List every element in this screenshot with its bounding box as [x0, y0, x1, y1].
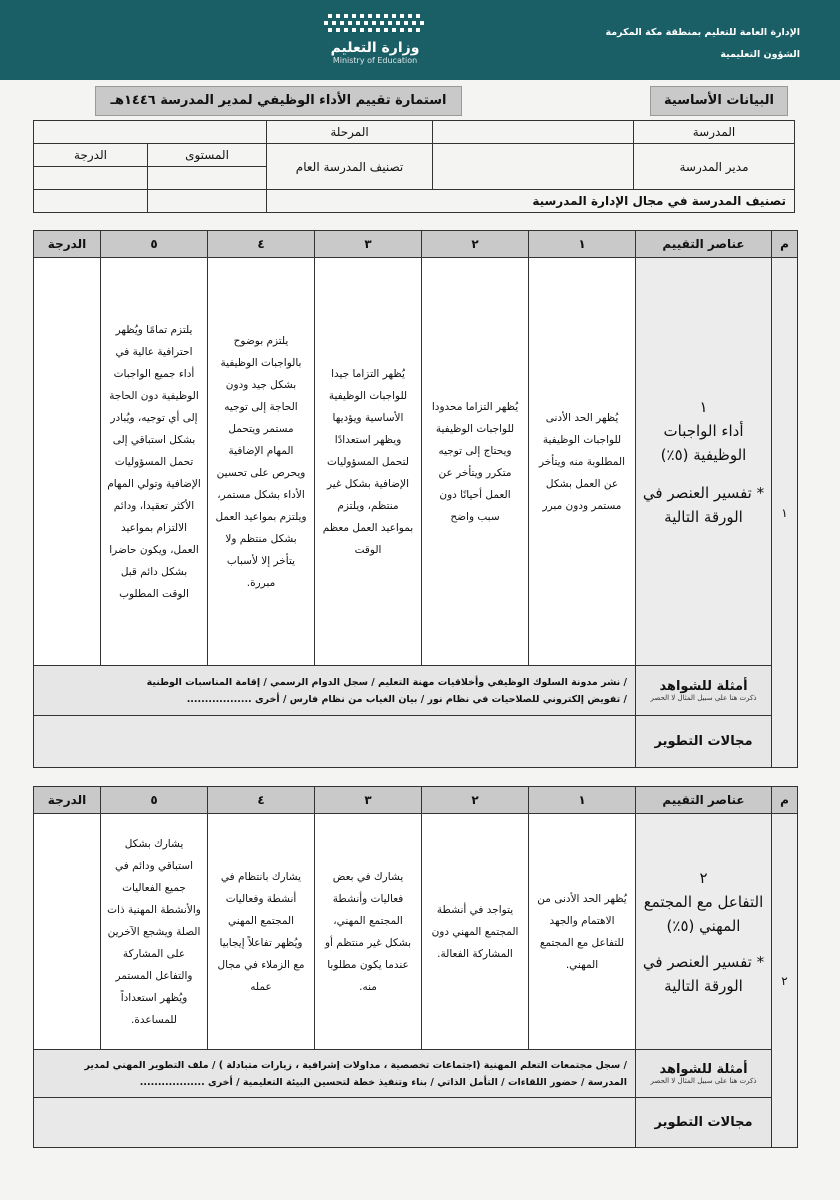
level-field[interactable] — [148, 167, 267, 190]
grade-field[interactable] — [34, 167, 148, 190]
header-banner — [0, 0, 840, 80]
evaluation-table-1 — [33, 230, 798, 768]
level-5-description: يشارك بشكل استباقي ودائم في جميع الفعاليات والأنشطة المهنية ذات الصلة ويشجع الآخرين على المشاركة والتفاعل المستمر ويُظهر استعداداً للمساعدة. — [101, 814, 208, 1050]
element-title: أداء الواجبات الوظيفية (٥٪) — [660, 421, 747, 464]
level-2-description: يتواجد في أنشطة المجتمع المهني دون المشاركة الفعالة. — [422, 814, 529, 1050]
level-2-description: يُظهر التزاما محدودا للواجبات الوظيفية ويحتاج إلى توجيه متكرر ويتأخر عن العمل أحيانًا دون سبب واضح — [422, 258, 529, 666]
element-cell — [636, 814, 772, 1050]
evidence-note: ذكرت هنا على سبيل المثال لا الحصر — [650, 694, 757, 702]
evidence-label: أمثلة للشواهد — [659, 1062, 748, 1077]
evidence-line-2: / تفويض إلكتروني للصلاحيات في نظام نور / بيان الغياب من نظام فارس / أخرى .................. — [186, 693, 627, 705]
admin-grade-field[interactable] — [34, 190, 148, 213]
element-cell — [636, 258, 772, 666]
evidence-examples — [34, 666, 636, 716]
header-level-4: ٤ — [208, 231, 315, 258]
header-m: م — [772, 231, 798, 258]
header-elements: عناصر التقييم — [636, 787, 772, 814]
principal-field[interactable] — [433, 144, 634, 190]
evidence-line-1: / سجل مجتمعات التعلم المهنية (اجتماعات تخصصية ، مداولات إشرافية ، زيارات متبادلة ) / ملف التطوير المهني لمدير — [84, 1059, 627, 1071]
evidence-label-cell — [636, 1050, 772, 1098]
evidence-label-cell — [636, 666, 772, 716]
evaluation-table-2 — [33, 786, 798, 1148]
form-title: استمارة تقييم الأداء الوظيفي لمدير المدرسة ١٤٤٦هـ — [95, 86, 462, 116]
school-label: المدرسة — [634, 121, 795, 144]
ministry-logo — [310, 12, 440, 72]
ministry-dots-icon — [320, 12, 430, 34]
level-label: المستوى — [148, 144, 267, 167]
header-level-4: ٤ — [208, 787, 315, 814]
level-3-description: يُظهر التزاما جيدا للواجبات الوظيفية الأساسية ويؤديها ويظهر استعدادًا لتحمل المسؤوليات الإضافية بشكل غير منتظم، ويلتزم بمواعيد العمل معظم الوقت — [315, 258, 422, 666]
evidence-note: ذكرت هنا على سبيل المثال لا الحصر — [650, 1077, 757, 1085]
element-number: ١ — [699, 397, 708, 416]
row-number: ٢ — [772, 814, 798, 1148]
header-level-5: ٥ — [101, 231, 208, 258]
ministry-name-en: Ministry of Education — [332, 56, 418, 65]
level-4-description: يلتزم بوضوح بالواجبات الوظيفية بشكل جيد ودون الحاجة إلى توجيه مستمر ويتحمل المهام الإضافية ويحرص على تحسين الأداء بشكل مستمر، ويلتزم بمواعيد العمل بشكل منتظم ولا يتأخر إلا لأسباب مبررة. — [208, 258, 315, 666]
level-4-description: يشارك بانتظام في أنشطة وفعاليات المجتمع المهني ويُظهر تفاعلاً إيجابيا مع الزملاء في مجال عمله — [208, 814, 315, 1050]
level-1-description: يُظهر الحد الأدنى من الاهتمام والجهد للتفاعل مع المجتمع المهني. — [529, 814, 636, 1050]
element-number: ٢ — [699, 868, 708, 887]
level-3-description: يشارك في بعض فعاليات وأنشطة المجتمع المهني، بشكل غير منتظم أو عندما يكون مطلوبا منه. — [315, 814, 422, 1050]
stage-label: المرحلة — [267, 121, 433, 144]
evidence-line-1: / نشر مدونة السلوك الوظيفي وأخلاقيات مهنة التعليم / سجل الدوام الرسمي / إقامة المناسبات الوطنية — [146, 676, 627, 688]
header-level-1: ١ — [529, 787, 636, 814]
header-level-3: ٣ — [315, 787, 422, 814]
header-level-5: ٥ — [101, 787, 208, 814]
grade-label: الدرجة — [34, 144, 148, 167]
header-level-3: ٣ — [315, 231, 422, 258]
header-grade: الدرجة — [34, 231, 101, 258]
school-field[interactable] — [433, 121, 634, 144]
evidence-line-2: المدرسة / حضور اللقاءات / التأمل الذاتي / بناء وتنفيذ خطة لتحسين البيئة التعليمية / أخرى .................. — [139, 1076, 627, 1088]
header-elements: عناصر التقييم — [636, 231, 772, 258]
development-label: مجالات التطوير — [636, 1098, 772, 1148]
element-title: التفاعل مع المجتمع المهني (٥٪) — [643, 892, 764, 935]
row-number: ١ — [772, 258, 798, 768]
header-m: م — [772, 787, 798, 814]
grade-input-cell[interactable] — [34, 814, 101, 1050]
header-level-2: ٢ — [422, 787, 529, 814]
ministry-name-ar: وزارة التعليم — [330, 40, 420, 56]
development-field[interactable] — [34, 1098, 636, 1148]
admin-level-field[interactable] — [148, 190, 267, 213]
header-grade: الدرجة — [34, 787, 101, 814]
element-note: * تفسير العنصر في الورقة التالية — [642, 952, 765, 995]
basic-data-label: البيانات الأساسية — [650, 86, 788, 116]
stage-field[interactable] — [34, 121, 267, 144]
header-level-2: ٢ — [422, 231, 529, 258]
basic-info-table — [33, 120, 795, 213]
level-5-description: يلتزم تمامًا ويُظهر احترافية عالية في أداء جميع الواجبات الوظيفية دون الحاجة إلى أي توجيه، ويُبادر بشكل استباقي إلى تحمل المسؤوليات الإضافية وتولي المهام الأكثر تعقيدا، ودائم الالتزام بمواعيد العمل، ويكون حاضرا بشكل دائم قبل الوقت المطلوب — [101, 258, 208, 666]
department-name: الشؤون التعليمية — [720, 49, 800, 60]
evidence-examples — [34, 1050, 636, 1098]
principal-label: مدير المدرسة — [634, 144, 795, 190]
directorate-block — [606, 22, 800, 66]
level-1-description: يُظهر الحد الأدنى للواجبات الوظيفية المطلوبة منه ويتأخر عن العمل بشكل مستمر ودون مبرر — [529, 258, 636, 666]
development-field[interactable] — [34, 716, 636, 768]
evidence-label: أمثلة للشواهد — [659, 679, 748, 694]
development-label: مجالات التطوير — [636, 716, 772, 768]
header-level-1: ١ — [529, 231, 636, 258]
grade-input-cell[interactable] — [34, 258, 101, 666]
admin-class-label: تصنيف المدرسة في مجال الإدارة المدرسية — [267, 190, 795, 213]
directorate-name: الإدارة العامة للتعليم بمنطقة مكة المكرمة — [605, 27, 800, 38]
general-class-label: تصنيف المدرسة العام — [267, 144, 433, 190]
element-note: * تفسير العنصر في الورقة التالية — [642, 483, 765, 526]
